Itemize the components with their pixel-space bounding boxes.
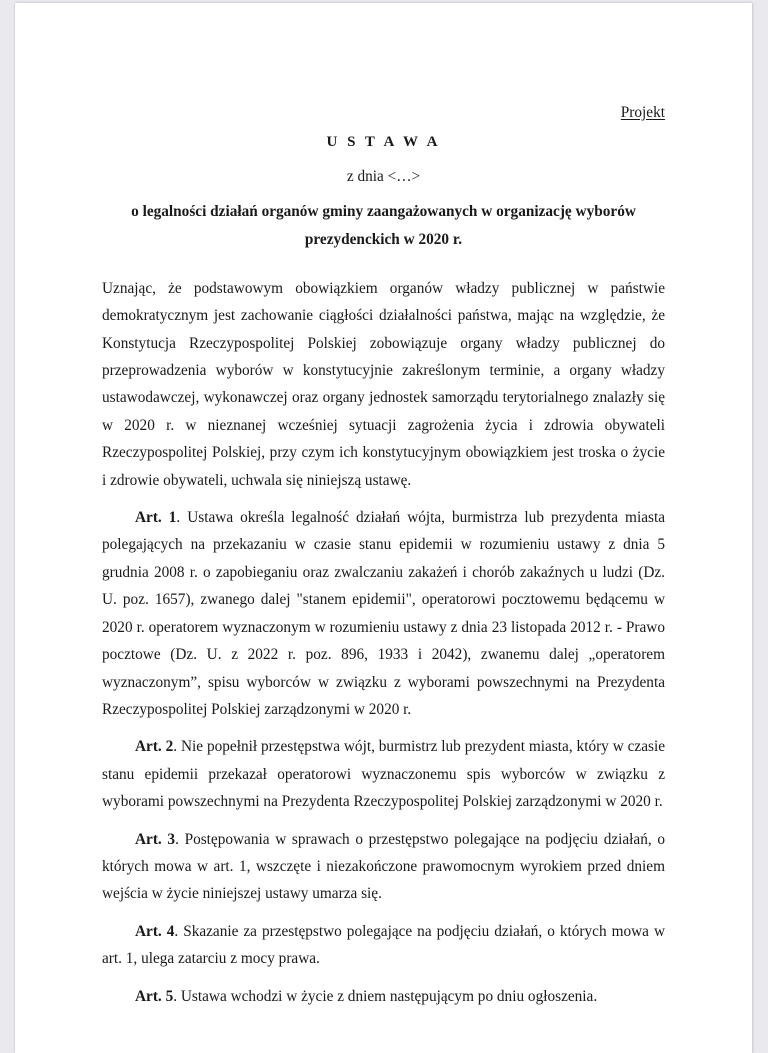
article-label: Art. 1: [135, 509, 177, 527]
article-text: . Ustawa wchodzi w życie z dniem następującym po dniu ogłoszenia.: [173, 987, 598, 1005]
article-text: . Postępowania w sprawach o przestępstwo polegające na podjęciu działań, o których mowa w art. 1, wszczęte i niezakończone prawomocnym wyrokiem przed dniem wejścia w życie niniejszej ustawy umarza się.: [102, 830, 665, 903]
article-1: [102, 504, 665, 723]
article-label: Art. 4: [135, 922, 175, 940]
document-content: [102, 99, 665, 1010]
draft-marker: Projekt: [620, 104, 665, 121]
article-text: . Skazanie za przestępstwo polegające na podjęciu działań, o których mowa w art. 1, ulega zatarciu z mocy prawa.: [102, 922, 665, 968]
preamble: Uznając, że podstawowym obowiązkiem organów władzy publicznej w państwie demokratycznym jest zachowanie ciągłości działalności państwa, mając na względzie, że Konstytucja Rzeczypospolitej Polskiej zobowiązuje organy władzy publicznej do przeprowadzenia wyborów w konstytucyjnie zakreślonym terminie, a organy władzy ustawodawczej, wykonawczej oraz organy jednostek samorządu terytorialnego znalazły się w 2020 r. w nieznanej wcześniej sytuacji zagrożenia życia i zdrowia obywateli Rzeczypospolitej Polskiej, przy czym ich konstytucyjnym obowiązkiem jest troska o życie i zdrowie obywateli, uchwala się niniejszą ustawę.: [102, 279, 665, 489]
article-4: [102, 918, 665, 973]
document-subject: o legalności działań organów gminy zaangażowanych w organizację wyborów prezydenckich w 2020 r.: [131, 202, 636, 248]
document-page: [15, 3, 752, 1053]
article-text: . Ustawa określa legalność działań wójta, burmistrza lub prezydenta miasta polegających na przekazaniu w czasie stanu epidemii w rozumieniu ustawy z dnia 5 grudnia 2008 r. o zapobieganiu oraz zwalczaniu zakażeń i chorób zakaźnych u ludzi (Dz. U. poz. 1657), zwanego dalej "stanem epidemii", operatorowi pocztowemu będącemu w 2020 r. operatorem wyznaczonym w rozumieniu ustawy z dnia 23 listopada 2012 r. - Prawo pocztowe (Dz. U. z 2022 r. poz. 896, 1933 i 2042), zwanemu dalej „operatorem wyznaczonym”, spisu wyborców w związku z wyborami powszechnymi na Prezydenta Rzeczypospolitej Polskiej zarządzonymi w 2020 r.: [102, 509, 665, 718]
article-label: Art. 5: [135, 987, 174, 1005]
article-5: [102, 983, 665, 1010]
document-date: z dnia <…>: [346, 168, 421, 186]
article-label: Art. 3: [135, 830, 176, 848]
article-2: [102, 733, 665, 815]
article-label: Art. 2: [135, 738, 174, 756]
article-3: [102, 826, 665, 908]
article-text: . Nie popełnił przestępstwa wójt, burmistrz lub prezydent miasta, który w czasie stanu epidemii przekazał operatorowi wyznaczonemu spis wyborców w związku z wyborami powszechnymi na Prezydenta Rzeczypospolitej Polskiej zarządzonymi w 2020 r.: [102, 738, 666, 811]
document-title: U S T A W A: [326, 134, 441, 150]
